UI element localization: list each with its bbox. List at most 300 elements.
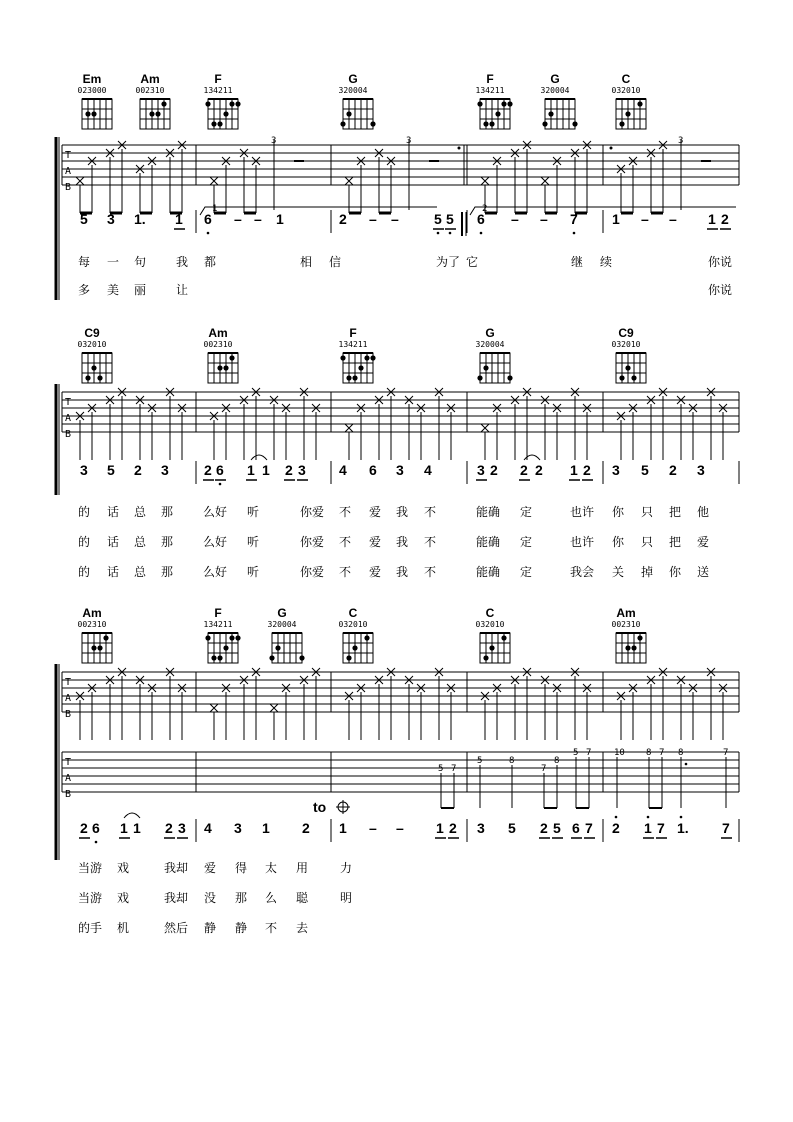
- coda-label: to: [313, 799, 327, 815]
- lyric-syllable: 你: [612, 535, 625, 549]
- chord-fingering: 320004: [475, 340, 505, 349]
- numbered-note: 5: [107, 462, 115, 478]
- numbered-note: 1: [120, 820, 128, 836]
- lyric-syllable: 不: [339, 505, 352, 519]
- chord-fingering: 134211: [203, 86, 233, 95]
- muted-note-x-icon: [76, 177, 84, 185]
- lyric-syllable: 用: [296, 861, 309, 875]
- lyric-syllable: 信: [329, 255, 342, 269]
- numbered-note: 5: [446, 211, 454, 227]
- tab-clef: T: [65, 757, 72, 768]
- finger-dot-icon: [223, 645, 228, 650]
- lyric-syllable: 的: [78, 535, 91, 549]
- lyric-syllable: 你爱: [300, 565, 325, 579]
- numbered-note: 1: [247, 462, 255, 478]
- numbered-note: 3: [178, 820, 186, 836]
- lyric-syllable: 不: [424, 565, 437, 579]
- finger-dot-icon: [97, 645, 102, 650]
- lyric-syllable: 定: [520, 505, 533, 519]
- numbered-note: 6: [92, 820, 100, 836]
- numbered-note: 7: [722, 820, 730, 836]
- chord-name: Am: [208, 326, 228, 340]
- lyric-syllable: 我: [396, 505, 409, 519]
- lyric-syllable: 当游: [78, 861, 103, 875]
- numbered-note: –: [540, 211, 548, 227]
- numbered-note: 3: [161, 462, 169, 478]
- volta-number: 2: [482, 204, 488, 214]
- finger-dot-icon: [91, 111, 96, 116]
- lyric-syllable: 句: [134, 255, 147, 269]
- numbered-note: 2: [535, 462, 543, 478]
- finger-dot-icon: [91, 645, 96, 650]
- numbered-note: 3: [80, 462, 88, 478]
- chord-name: C: [485, 606, 495, 620]
- muted-note-x-icon: [270, 704, 278, 712]
- numbered-note: 3: [612, 462, 620, 478]
- lyric-syllable: 定: [520, 565, 533, 579]
- lyric-syllable: 继: [571, 255, 584, 269]
- chord-fingering: 032010: [611, 86, 641, 95]
- chord-name: F: [214, 72, 222, 86]
- finger-dot-icon: [223, 111, 228, 116]
- lyric-syllable: 总: [134, 535, 147, 549]
- lyric-syllable: 你说: [708, 255, 733, 269]
- finger-dot-icon: [85, 111, 90, 116]
- chord-fingering: 002310: [203, 340, 233, 349]
- finger-dot-icon: [501, 635, 506, 640]
- lyric-syllable: 把: [669, 505, 682, 519]
- lyric-syllable: 的: [78, 565, 91, 579]
- finger-dot-icon: [205, 101, 210, 106]
- lyric-syllable: 爱: [697, 535, 710, 549]
- fret-number: 8: [678, 748, 684, 758]
- tab-clef: A: [65, 166, 72, 177]
- lyric-syllable: 总: [134, 505, 147, 519]
- finger-dot-icon: [346, 655, 351, 660]
- lyric-syllable: 戏: [117, 861, 130, 875]
- finger-dot-icon: [483, 365, 488, 370]
- octave-dot-below: [219, 483, 222, 486]
- lyric-syllable: 么好: [203, 505, 228, 519]
- lyric-syllable: 只: [641, 505, 654, 519]
- fret-number: 7: [723, 748, 729, 758]
- numbered-note: 5: [80, 211, 88, 227]
- finger-dot-icon: [501, 101, 506, 106]
- lyric-syllable: 爱: [204, 861, 217, 875]
- lyric-syllable: 能确: [476, 535, 501, 549]
- finger-dot-icon: [548, 111, 553, 116]
- fret-number: 8: [509, 756, 515, 766]
- fret-number: 7: [659, 748, 665, 758]
- numbered-note: 4: [204, 820, 212, 836]
- numbered-note: 6: [572, 820, 580, 836]
- lyric-syllable: 机: [117, 921, 130, 935]
- numbered-note: 1: [436, 820, 444, 836]
- lyric-syllable: 一: [107, 255, 120, 269]
- lyric-syllable: 总: [134, 565, 147, 579]
- octave-dot-below: [480, 232, 483, 235]
- lyric-syllable: 丽: [134, 283, 147, 297]
- chord-fingering: 032010: [77, 340, 107, 349]
- numbered-note: 1.: [677, 820, 689, 836]
- finger-dot-icon: [217, 121, 222, 126]
- numbered-note: 1: [175, 211, 183, 227]
- lyric-syllable: 太: [265, 861, 278, 875]
- lyric-syllable: 相: [300, 255, 313, 269]
- tab-clef: T: [65, 677, 72, 688]
- lyric-syllable: 戏: [117, 891, 130, 905]
- tab-clef: T: [65, 397, 72, 408]
- finger-dot-icon: [340, 121, 345, 126]
- numbered-note: 2: [449, 820, 457, 836]
- finger-dot-icon: [211, 121, 216, 126]
- chord-name: F: [214, 606, 222, 620]
- fret-number: 7: [586, 748, 592, 758]
- tie: [524, 455, 540, 460]
- fret-number: 10: [614, 748, 625, 758]
- lyric-syllable: 多: [78, 283, 91, 297]
- finger-dot-icon: [507, 101, 512, 106]
- finger-dot-icon: [346, 111, 351, 116]
- numbered-note: 6: [477, 211, 485, 227]
- octave-dot-above: [647, 816, 650, 819]
- lyric-syllable: 每: [78, 255, 91, 269]
- tab-clef: T: [65, 150, 72, 161]
- repeat-dot: [458, 147, 461, 150]
- numbered-note: 2: [339, 211, 347, 227]
- chord-name: C: [621, 72, 631, 86]
- numbered-note: 2: [721, 211, 729, 227]
- lyric-syllable: 那: [161, 505, 174, 519]
- finger-dot-icon: [340, 355, 345, 360]
- lyric-syllable: 定: [520, 535, 533, 549]
- numbered-note: 3: [234, 820, 242, 836]
- lyric-syllable: 续: [600, 255, 613, 269]
- tab-clef: A: [65, 773, 72, 784]
- lyric-syllable: 话: [107, 505, 120, 519]
- tie: [251, 455, 267, 460]
- finger-dot-icon: [631, 645, 636, 650]
- octave-dot-above: [615, 816, 618, 819]
- finger-dot-icon: [85, 375, 90, 380]
- numbered-note: –: [641, 211, 649, 227]
- numbered-note: 3: [477, 462, 485, 478]
- finger-dot-icon: [477, 101, 482, 106]
- chord-fingering: 032010: [611, 340, 641, 349]
- lyric-syllable: 么: [265, 891, 278, 905]
- octave-dot-above: [680, 816, 683, 819]
- chord-name: C: [348, 606, 358, 620]
- finger-dot-icon: [97, 375, 102, 380]
- lyric-syllable: 只: [641, 535, 654, 549]
- finger-dot-icon: [299, 655, 304, 660]
- fret-number: 5: [573, 748, 579, 758]
- finger-dot-icon: [619, 375, 624, 380]
- numbered-note: 2: [669, 462, 677, 478]
- chord-name: G: [277, 606, 287, 620]
- finger-dot-icon: [489, 645, 494, 650]
- triplet-mark: 3: [678, 136, 684, 146]
- lyric-syllable: 我: [176, 255, 189, 269]
- numbered-note: 1: [339, 820, 347, 836]
- numbered-note: 2: [80, 820, 88, 836]
- finger-dot-icon: [358, 365, 363, 370]
- finger-dot-icon: [637, 635, 642, 640]
- finger-dot-icon: [229, 101, 234, 106]
- chord-fingering: 320004: [540, 86, 570, 95]
- lyric-syllable: 去: [296, 921, 309, 935]
- lyric-syllable: 我: [396, 565, 409, 579]
- numbered-note: 1: [708, 211, 716, 227]
- numbered-note: 6: [204, 211, 212, 227]
- numbered-note: –: [369, 820, 377, 836]
- numbered-note: –: [396, 820, 404, 836]
- tab-clef: A: [65, 693, 72, 704]
- octave-dot-below: [449, 232, 452, 235]
- numbered-note: 1: [644, 820, 652, 836]
- triplet-mark: 3: [271, 136, 277, 146]
- numbered-note: 4: [424, 462, 432, 478]
- finger-dot-icon: [483, 655, 488, 660]
- numbered-note: 1: [133, 820, 141, 836]
- finger-dot-icon: [346, 375, 351, 380]
- fret-number: 7: [451, 764, 457, 774]
- octave-dot-below: [437, 232, 440, 235]
- chord-name: G: [348, 72, 358, 86]
- lyric-syllable: 没: [204, 891, 217, 905]
- lyric-syllable: 话: [107, 535, 120, 549]
- finger-dot-icon: [572, 121, 577, 126]
- numbered-note: 5: [508, 820, 516, 836]
- lyric-syllable: 能确: [476, 565, 501, 579]
- dot: [685, 763, 688, 766]
- lyric-syllable: 让: [176, 283, 189, 297]
- numbered-note: 1: [570, 462, 578, 478]
- numbered-note: 1: [276, 211, 284, 227]
- lyric-syllable: 我: [396, 535, 409, 549]
- lyric-syllable: 为了: [436, 255, 461, 269]
- lyric-syllable: 他: [697, 505, 710, 519]
- numbered-note: 3: [107, 211, 115, 227]
- lyric-syllable: 话: [107, 565, 120, 579]
- chord-name: F: [349, 326, 357, 340]
- numbered-note: 5: [434, 211, 442, 227]
- lyric-syllable: 不: [339, 535, 352, 549]
- lyric-syllable: 聪: [296, 891, 309, 905]
- fret-number: 8: [554, 756, 560, 766]
- finger-dot-icon: [275, 645, 280, 650]
- finger-dot-icon: [217, 365, 222, 370]
- finger-dot-icon: [352, 375, 357, 380]
- finger-dot-icon: [223, 365, 228, 370]
- chord-fingering: 134211: [475, 86, 505, 95]
- finger-dot-icon: [625, 111, 630, 116]
- lyric-syllable: 当游: [78, 891, 103, 905]
- finger-dot-icon: [352, 645, 357, 650]
- lyric-syllable: 也许: [570, 505, 595, 519]
- numbered-note: 1: [262, 820, 270, 836]
- lyric-syllable: 你爱: [300, 505, 325, 519]
- numbered-note: 2: [520, 462, 528, 478]
- muted-note-x-icon: [345, 424, 353, 432]
- chord-name: Am: [140, 72, 160, 86]
- lyric-syllable: 它: [466, 255, 479, 269]
- numbered-note: 6: [216, 462, 224, 478]
- numbered-note: 2: [612, 820, 620, 836]
- finger-dot-icon: [229, 635, 234, 640]
- lyric-syllable: 静: [235, 921, 248, 935]
- lyric-syllable: 你爱: [300, 535, 325, 549]
- triplet-mark: 3: [406, 136, 412, 146]
- chord-fingering: 134211: [203, 620, 233, 629]
- chord-name: C9: [618, 326, 634, 340]
- chord-fingering: 134211: [338, 340, 368, 349]
- chord-fingering: 023000: [77, 86, 107, 95]
- lyric-syllable: 的: [78, 505, 91, 519]
- finger-dot-icon: [235, 101, 240, 106]
- lyric-syllable: 我会: [570, 565, 595, 579]
- finger-dot-icon: [495, 111, 500, 116]
- numbered-note: 4: [339, 462, 347, 478]
- repeat-dot: [610, 147, 613, 150]
- finger-dot-icon: [103, 635, 108, 640]
- muted-note-x-icon: [481, 424, 489, 432]
- numbered-note: 5: [553, 820, 561, 836]
- chord-fingering: 002310: [611, 620, 641, 629]
- lyric-syllable: 把: [669, 535, 682, 549]
- lyric-syllable: 我却: [164, 891, 189, 905]
- numbered-note: 3: [298, 462, 306, 478]
- numbered-note: 2: [204, 462, 212, 478]
- finger-dot-icon: [489, 121, 494, 126]
- lyric-syllable: 你: [669, 565, 682, 579]
- chord-fingering: 002310: [77, 620, 107, 629]
- finger-dot-icon: [161, 101, 166, 106]
- finger-dot-icon: [155, 111, 160, 116]
- finger-dot-icon: [370, 355, 375, 360]
- tie: [124, 813, 140, 818]
- chord-fingering: 002310: [135, 86, 165, 95]
- finger-dot-icon: [625, 645, 630, 650]
- lyric-syllable: 你: [612, 505, 625, 519]
- finger-dot-icon: [507, 375, 512, 380]
- numbered-note: 3: [697, 462, 705, 478]
- octave-dot-below: [573, 232, 576, 235]
- numbered-note: 1.: [134, 211, 146, 227]
- lyric-syllable: 都: [204, 255, 217, 269]
- finger-dot-icon: [205, 635, 210, 640]
- finger-dot-icon: [235, 635, 240, 640]
- lyric-syllable: 听: [247, 535, 260, 549]
- numbered-note: 6: [369, 462, 377, 478]
- numbered-note: 2: [134, 462, 142, 478]
- chord-fingering: 320004: [338, 86, 368, 95]
- tab-clef: A: [65, 413, 72, 424]
- finger-dot-icon: [211, 655, 216, 660]
- lyric-syllable: 爱: [369, 535, 382, 549]
- numbered-note: 2: [540, 820, 548, 836]
- numbered-note: 7: [657, 820, 665, 836]
- lyric-syllable: 然后: [164, 921, 189, 935]
- lyric-syllable: 不: [424, 535, 437, 549]
- finger-dot-icon: [625, 365, 630, 370]
- lyric-syllable: 不: [339, 565, 352, 579]
- lyric-syllable: 静: [204, 921, 217, 935]
- chord-fingering: 320004: [267, 620, 297, 629]
- lyric-syllable: 能确: [476, 505, 501, 519]
- lyric-syllable: 送: [697, 565, 710, 579]
- numbered-note: 2: [165, 820, 173, 836]
- finger-dot-icon: [631, 375, 636, 380]
- chord-name: F: [486, 72, 494, 86]
- fret-number: 5: [438, 764, 444, 774]
- muted-note-x-icon: [541, 177, 549, 185]
- chord-fingering: 032010: [338, 620, 368, 629]
- lyric-syllable: 力: [340, 861, 353, 875]
- volta-number: 1: [212, 204, 218, 214]
- octave-dot-below: [95, 841, 98, 844]
- finger-dot-icon: [269, 655, 274, 660]
- lyric-syllable: 那: [161, 535, 174, 549]
- lyric-syllable: 也许: [570, 535, 595, 549]
- lyric-syllable: 爱: [369, 505, 382, 519]
- finger-dot-icon: [229, 355, 234, 360]
- numbered-note: 3: [396, 462, 404, 478]
- tab-clef: B: [65, 182, 72, 193]
- finger-dot-icon: [217, 655, 222, 660]
- chord-fingering: 032010: [475, 620, 505, 629]
- lyric-syllable: 那: [161, 565, 174, 579]
- numbered-note: 1: [612, 211, 620, 227]
- numbered-note: 2: [583, 462, 591, 478]
- numbered-note: –: [511, 211, 519, 227]
- chord-name: Am: [82, 606, 102, 620]
- numbered-note: 3: [477, 820, 485, 836]
- lyric-syllable: 的手: [78, 921, 103, 935]
- finger-dot-icon: [370, 121, 375, 126]
- tab-clef: B: [65, 429, 72, 440]
- lyric-syllable: 关: [612, 565, 625, 579]
- numbered-note: –: [391, 211, 399, 227]
- lyric-syllable: 美: [107, 283, 120, 297]
- lyric-syllable: 那: [235, 891, 248, 905]
- lyric-syllable: 不: [424, 505, 437, 519]
- lyric-syllable: 不: [265, 921, 278, 935]
- numbered-note: 7: [585, 820, 593, 836]
- finger-dot-icon: [91, 365, 96, 370]
- numbered-note: 5: [641, 462, 649, 478]
- chord-name: C9: [84, 326, 100, 340]
- numbered-note: 2: [490, 462, 498, 478]
- chord-name: G: [485, 326, 495, 340]
- chord-name: G: [550, 72, 560, 86]
- lyric-syllable: 我却: [164, 861, 189, 875]
- lyric-syllable: 么好: [203, 535, 228, 549]
- numbered-note: –: [669, 211, 677, 227]
- finger-dot-icon: [637, 101, 642, 106]
- lyric-syllable: 明: [340, 891, 353, 905]
- finger-dot-icon: [364, 635, 369, 640]
- numbered-note: –: [369, 211, 377, 227]
- finger-dot-icon: [619, 121, 624, 126]
- numbered-note: –: [234, 211, 242, 227]
- numbered-note: 1: [262, 462, 270, 478]
- finger-dot-icon: [483, 121, 488, 126]
- finger-dot-icon: [149, 111, 154, 116]
- numbered-note: –: [254, 211, 262, 227]
- octave-dot-below: [207, 232, 210, 235]
- fret-number: 8: [646, 748, 652, 758]
